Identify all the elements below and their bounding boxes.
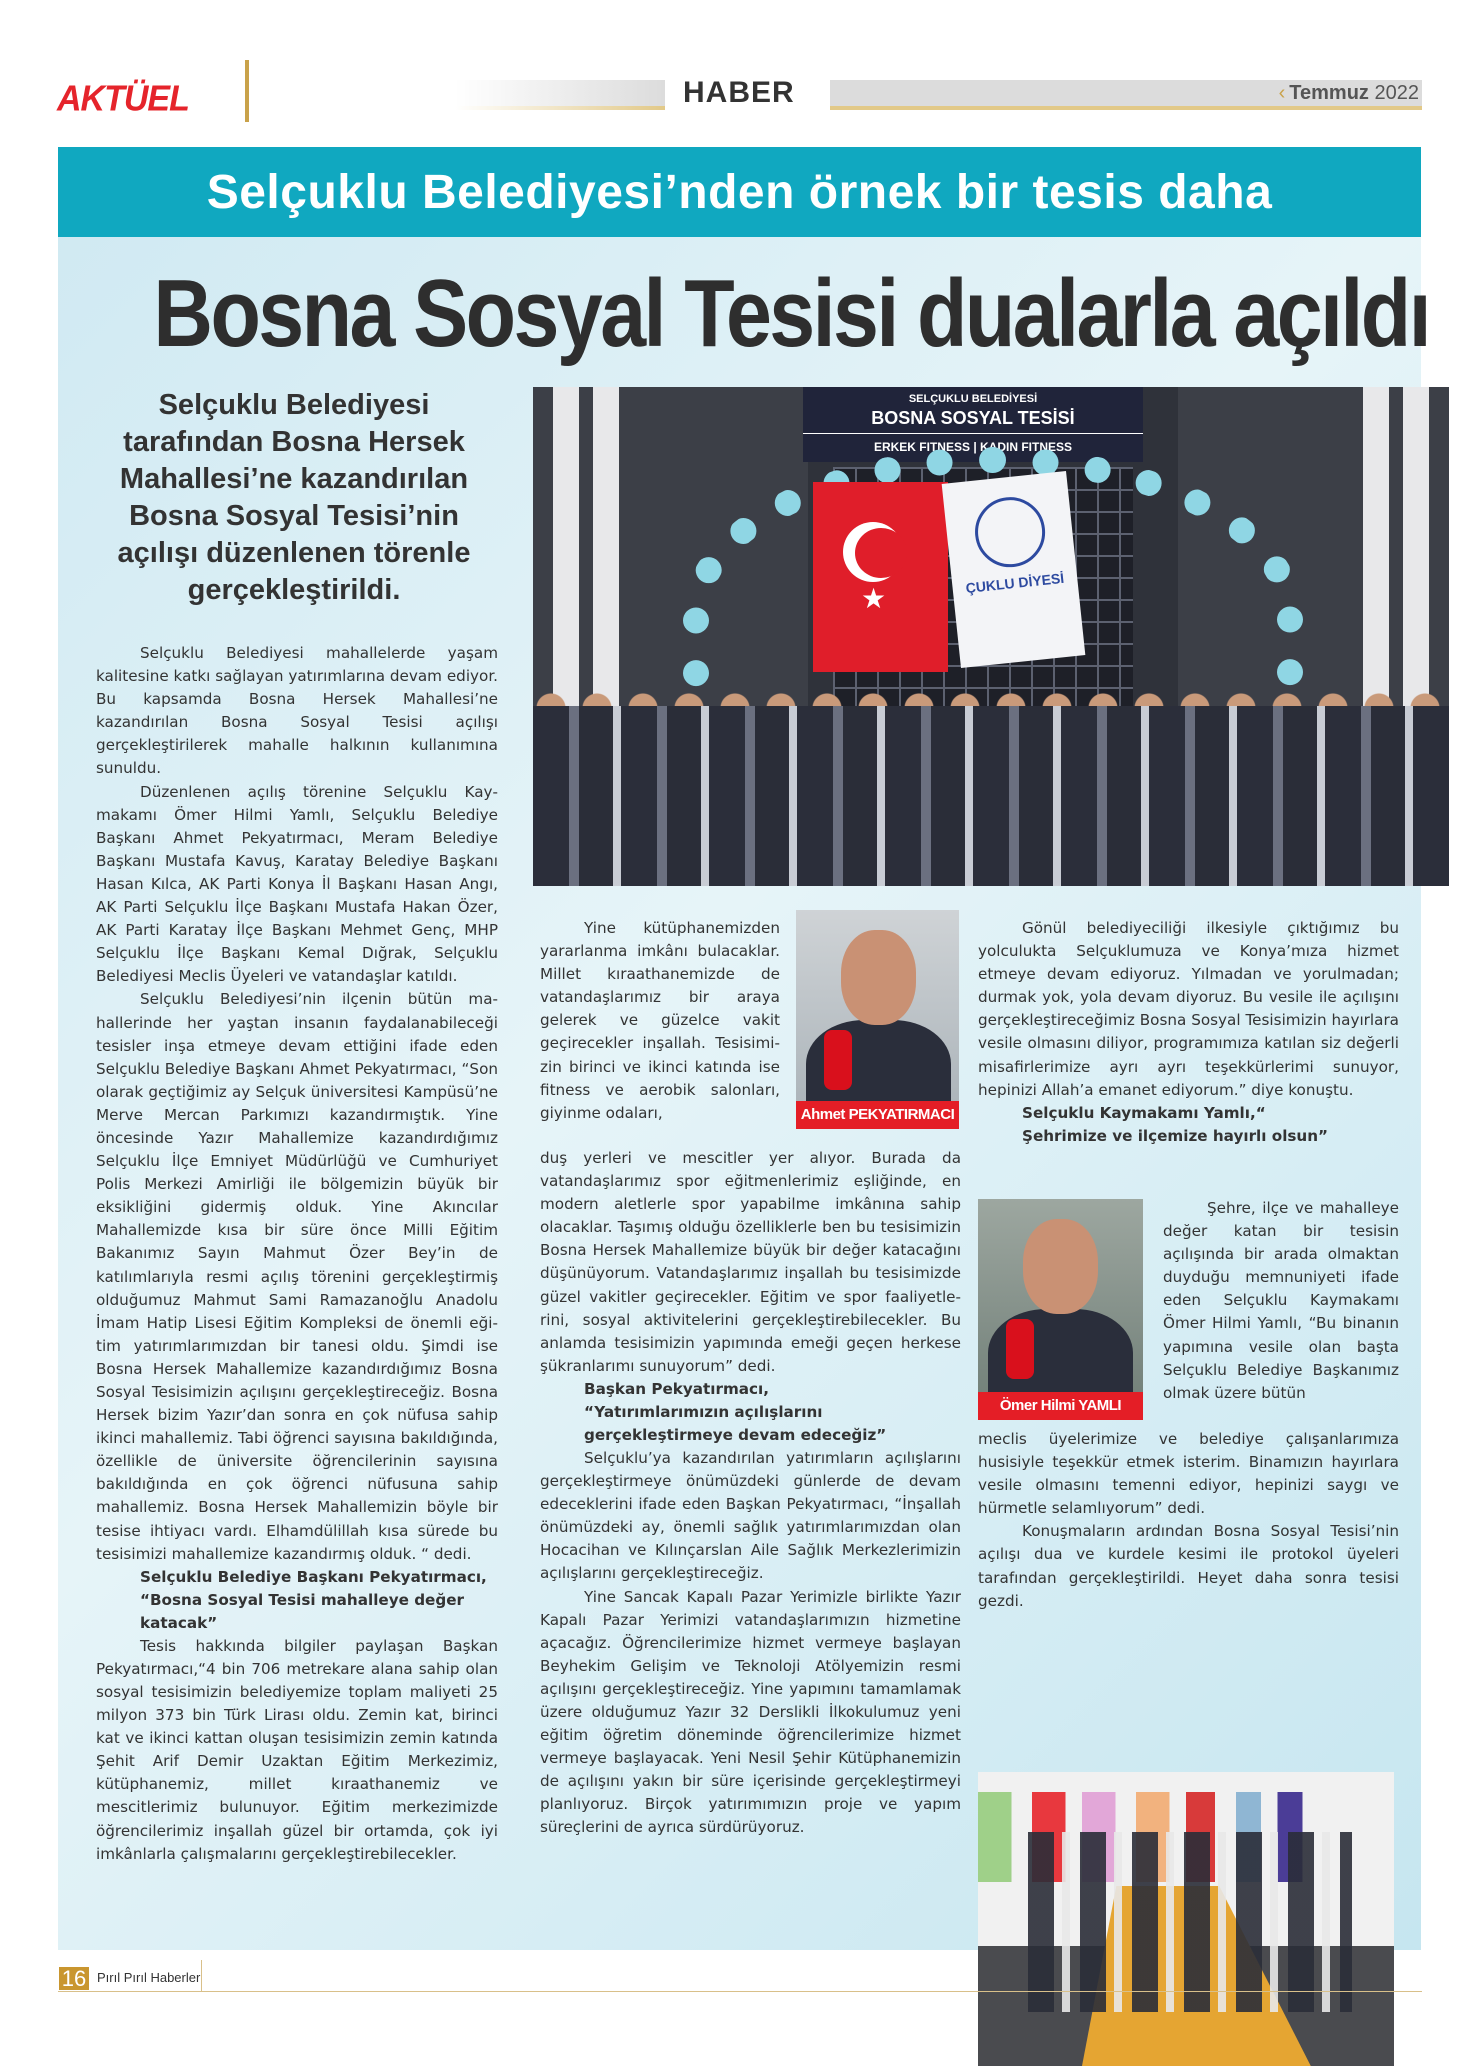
subheading-line: Selçuklu Belediye Başkanı Pekyatırmacı,: [140, 1567, 487, 1586]
article-column-2: [540, 1147, 961, 1840]
header-rule-left: [455, 106, 665, 110]
article-column-3-wrap: [1163, 1197, 1399, 1405]
paragraph: duş yerleri ve mescitler yer alıyor. Burada da vatandaşlarımız spor eğitmenlerimiz eşliğinde, en modern aletlerle spor yapabilme imkânına sahip olacaklar. Taşımış olduğu özelliklerle ben bu tesisimizin Bosna Hersek Mahallemize büyük bir değer katacağını düşünüyorum. Vatandaşlarımız inşallah bu tesisimizde güzel vakitler geçirecekler. Eğitim ve spor faaliyetlerini, sosyal aktivitelerini gerçekleştirebilecekler. Bu anlamda tesisimizin yapımında emeği geçen herkese şükranlarımı sunuyorum” dedi.: [540, 1149, 961, 1375]
municipality-seal-icon: [971, 494, 1048, 571]
paragraph: Düzenlenen açılış törenine Selçuklu Kaymakamı Ömer Hilmi Yamlı, Selçuklu Belediye Başkanı Ahmet Pekyatırmacı, Meram Belediye Başkanı Mustafa Kavuş, Karatay Belediye Başkanı Hasan Kılca, AK Parti Konya İl Başkanı Hasan Angı, AK Parti Selçuklu İlçe Başkanı Mustafa Hakan Özer, AK Parti Karatay İlçe Başkanı Mehmet Genç, MHP Selçuklu İlçe Başkanı Kemal Dığrak, Selçuklu Belediyesi Meclis Üyeleri ve vatandaşlar katıldı.: [96, 782, 498, 986]
kicker-text: Selçuklu Belediyesi’nden örnek bir tesis daha: [206, 165, 1273, 219]
issue-year: 2022: [1374, 82, 1419, 104]
star-icon: ★: [861, 582, 887, 615]
delegation: [1028, 1832, 1352, 2012]
footer-divider: [201, 1960, 202, 1992]
header-bar-left: [455, 80, 665, 106]
article-panel: [58, 147, 1429, 1950]
subheading: [540, 1378, 961, 1447]
sign-line-1: SELÇUKLU BELEDİYESİ: [908, 393, 1038, 405]
headline: Bosna Sosyal Tesisi dualarla açıldı: [153, 260, 1429, 367]
logo-divider: [245, 60, 249, 122]
paragraph: Gönül belediyeciliği ilkesiyle çıktığımız bu yolculukta Selçuklumuza ve Konya’mıza hizmet etmeye devam ediyoruz. Yılmadan ve yorulmadan; durmak yok, yola devam diyoruz. Bu vesile ile açılışını gerçekleştireceğimiz Bosna Sosyal Tesisimizin hayırlara vesile olmasını diliyor, programımıza katılan siz değerli misafirlerimize ayrı ayrı teşekkürlerimi sunuyor, hepinizi Allah’a emanet ediyorum.” diye konuştu.: [978, 919, 1399, 1099]
crowd: [533, 706, 1449, 886]
paragraph: Selçuklu Belediyesi mahallelerde yaşam kalitesine katkı sağlayan yatırımlarına devam ediyor. Bu kapsamda Bosna Hersek Mahallesi’ne kazandırılan Bosna Sosyal Tesisi açılışı gerçekleştirilerek mahalle halkının kullanımına sunuldu.: [96, 644, 498, 778]
yamli-portrait: [978, 1199, 1143, 1420]
article-column-3: [978, 1428, 1399, 1613]
issue-date: [1279, 82, 1419, 105]
section-title: HABER: [683, 76, 795, 109]
paragraph: Konuşmaların ardından Bosna Sosyal Tesisi’nin açılışı dua ve kurdele kesimi ile protokol üyeleri tarafından gerçekleştirildi. Heyet daha sonra tesisi gezdi.: [978, 1522, 1399, 1610]
microphone-icon: [1006, 1319, 1034, 1379]
paragraph: Yine Sancak Kapalı Pazar Yerimizle birlikte Yazır Kapalı Pazar Yerimizi vatandaşlarımızın hizmetine açacağız. Öğrencilerimize hizmet vermeye başlayan Beyhekim Gelişim ve Teknoloji Atölyemizin resmi açılışını gerçekleştireceğiz. Yine yapımını tamamlamak üzere olduğumuz Yazır 32 Derslikli İlkokulumuz yeni eğitim öğretim döneminde öğrencilerimize hizmet vermeye başlayacak. Yeni Nesil Şehir Kütüphanemizin de açılışını yakın bir süre içerisinde gerçekleştirmeyi planlıyoruz. Birçok yatırımımızın proje ve yapım süreçlerini de ayrıca sürdürüyoruz.: [540, 1587, 961, 1837]
article-column-2-top: [540, 917, 780, 1125]
paragraph: Şehre, ilçe ve mahalleye değer katan bir tesisin açılışında bir arada olmaktan duyduğu memnuniyeti ifade eden Selçuklu Kaymakamı Ömer Hilmi Yamlı, “Bu binanın yapımına vesile olan başta Selçuklu Belediye Başkanımız olmak üzere bütün: [1163, 1199, 1399, 1402]
paragraph: Yine kütüphanemizden yararlanma imkânı bulacaklar. Millet kıraathanemizde de vatandaşlarımız bir araya gelerek ve güzelce vakit geçirecekler inşallah. Tesisimizin birinci ve ikinci katında ise fitness ve aerobik salonları, giyinme odaları,: [540, 919, 780, 1122]
photo-caption: Ömer Hilmi YAMLI: [978, 1392, 1143, 1420]
subheading-line: gerçekleştirmeye devam edeceğiz”: [584, 1425, 887, 1444]
subheading-line: “Yatırımlarımızın açılışlarını: [584, 1402, 823, 1421]
paragraph: Selçuklu’ya kazandırılan yatırımların açılışlarını gerçekleştirmeye önümüzdeki günlerde de devam edeceklerini ifade eden Başkan Pekyatırmacı, “İnşallah önümüzdeki ay, önemli sağlık yatırımlarımızdan olan Hocacihan ve Kılınçarslan Aile Sağlık Merkezlerimizin açılışlarını gerçekleştireceğiz.: [540, 1448, 961, 1583]
article-column-1: [96, 642, 498, 1866]
facility-tour-photo: [978, 1772, 1394, 2066]
portrait-head: [1023, 1219, 1098, 1314]
paragraph: Tesis hakkında bilgiler paylaşan Başkan Pekyatırmacı,“4 bin 706 metrekare alana sahip olan sosyal tesisimizin belediyemize toplam maliyeti 25 milyon 373 bin Türk Lirası oldu. Zemin kat, birinci kat ve ikinci kattan oluşan tesisimizin zemin katında Şehit Arif Demir Uzaktan Eğitim Merkezimiz, kütüphanemiz, millet kıraathanemiz ve mescitlerimiz bulunuyor. Eğitim merkezimizde öğrencilerimiz inşallah güzel bir ortamda, çok iyi imkânlarla çalışmalarını gerçekleştirebilecekler.: [96, 1636, 498, 1863]
paragraph: meclis üyelerimize ve belediye çalışanlarımıza husisiyle teşekkür etmek isterim. Binamızın hayırlara vesile olmasını temenni ediyor, hepinizi saygı ve hürmetle selamlıyorum” dedi.: [978, 1430, 1399, 1518]
paragraph: Selçuklu Belediyesi’nin ilçenin bütün mahallerinde her yaştan insanın faydalanabileceği tesisler inşa etmeye devam ettiğini ifade eden Selçuklu Belediye Başkanı Ahmet Pekyatırmacı, “Son olarak geçtiğimiz ay Selçuk üniversitesi Kampüsü’ne Merve Mercan Parkımızı kazandırmıştık. Yine öncesinde Yazır Mahallemize kazandırdığımız Selçuklu İlçe Emniyet Müdürlüğü ve Cumhuriyet Polis Merkezi Amirliği ile bölgemizin büyük bir eksikliğini gidermiş olduk. Yine Akıncılar Mahallemizde kısa bir süre önce Milli Eğitim Bakanımız Sayın Mahmut Özer Bey’in de katılımlarıyla resmi açılış törenini gerçekleştirmiş olduğumuz Mahmut Sami Ramazanoğlu Anadolu İmam Hatip Lisesi Eğitim Kompleksi de önemli eğitim yatırımlarımızdan bir tanesi oldu. Şimdi ise Bosna Hersek Mahallemize kazandırdığımız Bosna Sosyal Tesisimizin açılışını gerçekleştireceğiz. Bosna Hersek bizim Yazır’dan sonra en çok nüfusa sahip ikinci mahallemiz. Tabi öğrenci sayısına bakıldığında, özellikle de üniversite öğrencilerinin sayısına bakıldığında en çok öğrenci nüfusuna sahip mahallemiz. Bosna Hersek Mahallemizin böyle bir tesise ihtiyacı vardı. Elhamdülillah kısa sürede bu tesisimizi mahallemize kazandırmış olduk. “ dedi.: [96, 990, 498, 1563]
turkish-flag: [813, 482, 948, 672]
pekyatirmaci-portrait: [796, 910, 959, 1129]
page-number: 16: [59, 1967, 89, 1990]
subheading-line: Selçuklu Kaymakamı Yamlı,“: [1022, 1103, 1266, 1122]
municipality-flag-text: ÇUKLU DİYESİ: [964, 569, 1065, 597]
sign-line-3: ERKEK FITNESS | KADIN FITNESS: [873, 440, 1073, 454]
crescent-icon: [843, 522, 903, 582]
subheading: [978, 1102, 1399, 1148]
article-column-3-top: [978, 917, 1399, 1148]
subheading: [96, 1566, 498, 1635]
opening-ceremony-photo: [533, 387, 1449, 886]
municipality-flag: [942, 471, 1086, 668]
subheading-line: Şehrimize ve ilçemize hayırlı olsun”: [1022, 1126, 1329, 1145]
footer-rule: [58, 1991, 1422, 1992]
issue-month: Temmuz: [1289, 82, 1369, 104]
subheading-line: Başkan Pekyatırmacı,: [584, 1379, 770, 1398]
photo-caption: Ahmet PEKYATIRMACI: [796, 1101, 959, 1129]
publication-name: Pırıl Pırıl Haberler: [97, 1970, 201, 1985]
chevron-left-icon: ‹: [1278, 82, 1286, 104]
magazine-logo: AKTÜEL: [57, 79, 189, 119]
kicker-banner: [58, 147, 1421, 237]
sign-line-2: BOSNA SOSYAL TESİSİ: [803, 408, 1143, 434]
portrait-head: [841, 930, 916, 1025]
subheading-line: “Bosna Sosyal Tesisi mahalleye değer katacak”: [140, 1590, 465, 1632]
article-deck: Selçuklu Belediyesi tarafından Bosna Hersek Mahallesi’ne kazandırılan Bosna Sosyal Tesisi’nin açılışı düzenlenen törenle gerçekleştirildi.: [117, 389, 471, 606]
header-rule-right: [830, 106, 1422, 110]
microphone-icon: [824, 1030, 852, 1090]
